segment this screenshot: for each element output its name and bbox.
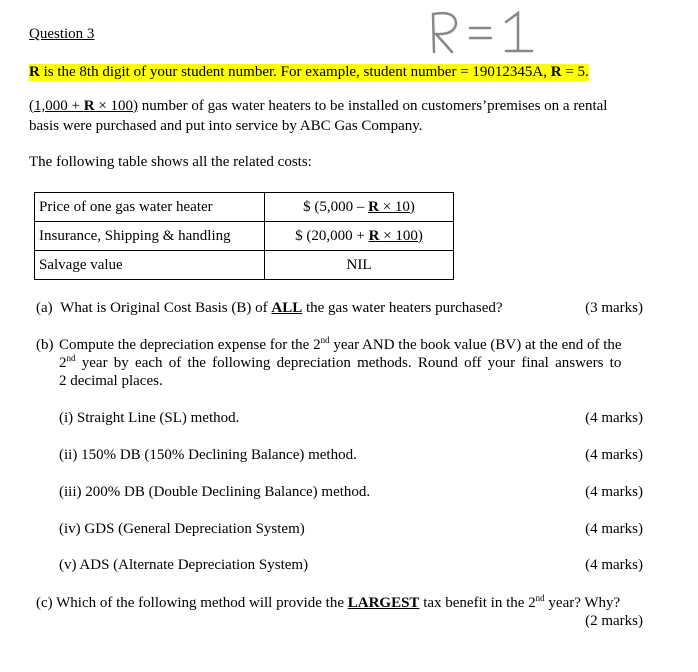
table-row xyxy=(35,251,454,280)
r-example-value: = 5. xyxy=(561,64,589,80)
intro-line-2: basis were purchased and put into service by ABC Gas Company. xyxy=(29,118,423,134)
question-a: (a) What is Original Cost Basis (B) of ALL the gas water heaters purchased? xyxy=(36,300,503,316)
sub-marks: (4 marks) xyxy=(585,521,643,537)
sub-marks: (4 marks) xyxy=(585,557,643,573)
sub-marks: (4 marks) xyxy=(585,410,643,426)
quantity-formula: (1,000 + R × 100) xyxy=(29,98,139,114)
r-definition-text: is the 8th digit of your student number. For example, student number = 19012345A, xyxy=(39,64,551,80)
row-value: NIL xyxy=(265,251,454,280)
cost-table xyxy=(34,192,454,280)
handwritten-r-equals-1 xyxy=(428,8,538,58)
row-value: $ (5,000 – R × 10) xyxy=(265,193,454,222)
r-symbol: R xyxy=(550,64,562,80)
row-label: Insurance, Shipping & handling xyxy=(35,222,265,251)
table-row xyxy=(35,222,454,251)
row-label: Salvage value xyxy=(35,251,265,280)
r-definition xyxy=(29,64,589,81)
sub-marks: (4 marks) xyxy=(585,447,643,463)
question-heading: Question 3 xyxy=(29,26,95,42)
sub-marks: (4 marks) xyxy=(585,484,643,500)
sub-question: (iii) 200% DB (Double Declining Balance) method. xyxy=(59,484,371,500)
sub-question: (iv) GDS (General Depreciation System) xyxy=(59,521,305,537)
question-b-num: (b) xyxy=(36,337,54,353)
marks-c: (2 marks) xyxy=(585,613,643,629)
question-b-line-3: 2 decimal places. xyxy=(59,373,163,389)
intro-line-1 xyxy=(29,98,607,115)
marks-a: (3 marks) xyxy=(585,300,643,316)
sub-question: (v) ADS (Alternate Depreciation System) xyxy=(59,557,309,573)
row-label: Price of one gas water heater xyxy=(35,193,265,222)
question-b-line-1: Compute the depreciation expense for the 2nd year AND the book value (BV) at the end of the xyxy=(59,335,622,353)
intro-text: number of gas water heaters to be installed on customers’premises on a rental xyxy=(138,98,608,114)
r-symbol: R xyxy=(29,64,40,80)
sub-question: (ii) 150% DB (150% Declining Balance) method. xyxy=(59,447,357,463)
table-intro: The following table shows all the related costs: xyxy=(29,154,312,170)
question-b-line-2: 2nd year by each of the following depreciation methods. Round off your final answers to xyxy=(59,353,622,371)
sub-question: (i) Straight Line (SL) method. xyxy=(59,410,240,426)
table-row xyxy=(35,193,454,222)
row-value: $ (20,000 + R × 100) xyxy=(265,222,454,251)
question-c: (c) Which of the following method will provide the LARGEST tax benefit in the 2nd year? Why? xyxy=(36,593,621,611)
